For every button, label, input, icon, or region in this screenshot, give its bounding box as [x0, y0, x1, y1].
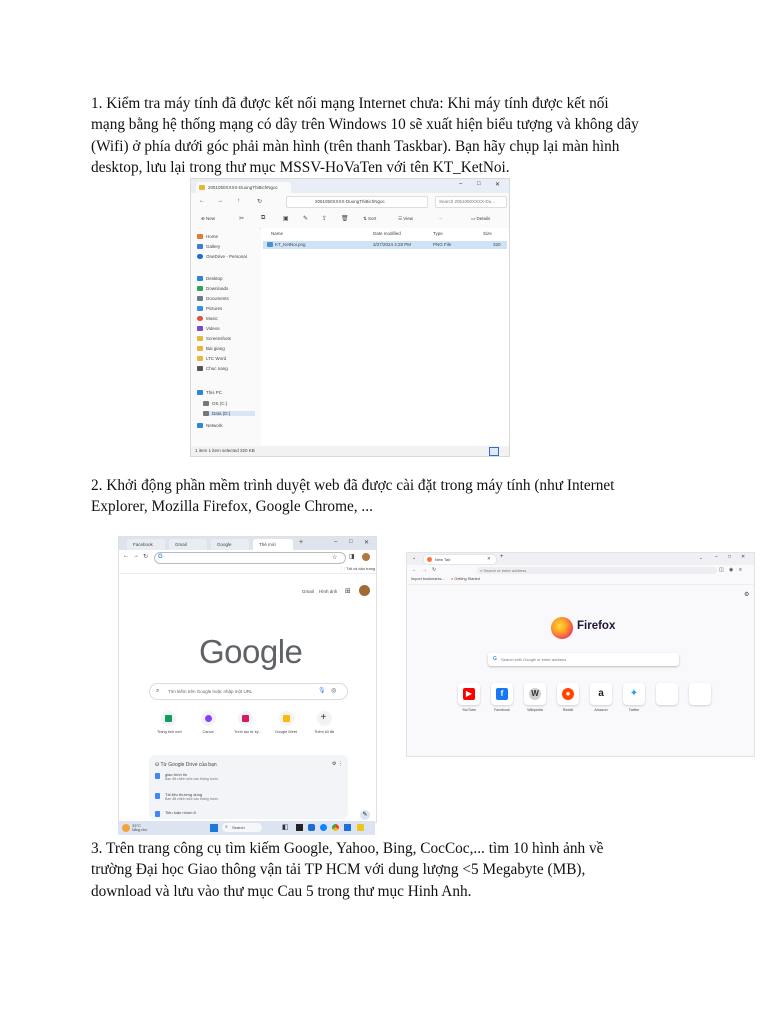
- drive-icon: [197, 366, 203, 371]
- search-icon: ⌕: [225, 824, 228, 830]
- settings-icon[interactable]: ⚙: [744, 592, 750, 598]
- file-explorer-icon[interactable]: [357, 824, 364, 831]
- step-1-line: (Wifi) ở phía dưới góc phải màn hình (trên thanh Taskbar). Bạn hãy chụp lại màn hình: [91, 137, 620, 155]
- folder-icon: [197, 336, 203, 341]
- youtube-icon: ▶: [463, 688, 475, 700]
- weather-icon: [122, 824, 130, 832]
- column-header-size[interactable]: Size: [483, 231, 492, 236]
- maximize-icon[interactable]: □: [349, 539, 353, 545]
- music-icon: [197, 316, 203, 321]
- sidebar-item-gallery[interactable]: Gallery: [197, 244, 220, 249]
- step-3-line: download và lưu vào thư mục Cau 5 trong thư mục Hinh Anh.: [91, 882, 472, 900]
- explorer-address-bar: [191, 193, 509, 211]
- explorer-toolbar: [191, 210, 509, 229]
- cut-icon[interactable]: ✂: [239, 216, 245, 222]
- sidebar-item-home[interactable]: Home: [197, 234, 218, 239]
- google-search-placeholder: Tìm kiếm trên Google hoặc nhập một URL: [168, 689, 253, 694]
- video-icon: [197, 326, 203, 331]
- explorer-tab-title: 2051050XXXX-DuongThiBichNgoc: [208, 185, 278, 190]
- weather-temp: 33°C: [132, 823, 141, 828]
- chrome-tab-bar: [119, 537, 376, 550]
- top-site-amazon[interactable]: a Amazon: [586, 683, 616, 712]
- drive-icon: [203, 411, 209, 416]
- chrome-omnibox[interactable]: [154, 552, 346, 564]
- step-2-line: Explorer, Mozilla Firefox, Google Chrome, ...: [91, 498, 373, 516]
- google-search-input[interactable]: [149, 683, 348, 700]
- gmail-link[interactable]: Gmail: [302, 589, 314, 594]
- explorer-address-text: 2051050XXXX-DuongThiBichNgoc: [315, 199, 385, 204]
- explorer-titlebar: [191, 179, 509, 193]
- chrome-tab[interactable]: Gmail: [169, 539, 207, 550]
- cloud-icon: [197, 254, 203, 259]
- firefox-screenshot: [406, 552, 755, 757]
- edge-icon[interactable]: [320, 824, 327, 831]
- windows-start-icon[interactable]: [210, 824, 218, 832]
- copy-icon[interactable]: ⧉: [261, 215, 266, 221]
- twitter-icon: ✦: [629, 688, 639, 699]
- taskbar-search[interactable]: ⌕ Search: [222, 823, 262, 832]
- google-logo: Google: [199, 633, 303, 670]
- weather-desc: Nắng nhẹ: [132, 828, 148, 832]
- google-g-icon: G: [158, 554, 163, 560]
- menu-icon[interactable]: ≡: [739, 567, 742, 573]
- sidebar-item-downloads[interactable]: Downloads: [197, 286, 228, 291]
- step-3-line: 3. Trên trang công cụ tìm kiếm Google, Yahoo, Bing, CocCoc,... tìm 10 hình ảnh về: [91, 840, 604, 857]
- search-icon: ⌕: [156, 688, 160, 694]
- file-date: 3/27/2024 4:28 PM: [373, 242, 412, 247]
- firefox-nav-bar: [407, 565, 754, 576]
- top-site-facebook[interactable]: f Facebook: [487, 683, 517, 712]
- folder-icon: [199, 185, 205, 190]
- folder-icon: 🗀: [341, 566, 347, 571]
- sort-button[interactable]: ⇅ Sort: [363, 216, 377, 221]
- plus-icon: +: [320, 712, 327, 723]
- back-icon[interactable]: ←: [412, 567, 417, 573]
- file-name: KT_KetNoi.png: [275, 242, 306, 247]
- explorer-file-list: [261, 228, 509, 446]
- minimize-icon[interactable]: –: [459, 181, 463, 187]
- drive-suggestions-card: ⛁ Từ Google Drive của bạn ⚙ ⋮ giáo trình tin Bạn đã chỉnh sửa vào tháng trước Tài liệu thường dùng Bạn đã chỉnh sửa vào tháng trước Tiêu luận nhóm 8: [149, 755, 348, 819]
- pocket-icon[interactable]: ◫: [719, 567, 724, 573]
- plus-icon: ⊕: [201, 216, 207, 221]
- docs-icon: [155, 793, 160, 799]
- computer-icon: [197, 390, 203, 395]
- wikipedia-icon: W: [529, 688, 541, 700]
- reload-icon[interactable]: ↻: [432, 567, 437, 573]
- chrome-tab[interactable]: Facebook: [127, 539, 165, 550]
- up-icon[interactable]: ↑: [237, 198, 240, 204]
- sheets-icon: [165, 715, 172, 722]
- drive-icon: [203, 401, 209, 406]
- firefox-icon: [427, 557, 432, 562]
- forward-icon[interactable]: →: [133, 553, 139, 559]
- chrome-tab[interactable]: Google: [211, 539, 249, 550]
- step-3-text: [91, 838, 691, 902]
- import-bookmarks-link[interactable]: Import bookmarks...: [411, 577, 445, 581]
- docs-icon: [155, 811, 160, 817]
- settings-icon[interactable]: ⚙ ⋮: [332, 761, 343, 767]
- step-3-line: trường Đại học Giao thông vận tải TP HCM với dung lượng <5 Megabyte (MB),: [91, 861, 586, 879]
- network-icon: [197, 423, 203, 428]
- sidebar-item-desktop[interactable]: Desktop: [197, 276, 223, 281]
- new-button[interactable]: ⊕ New: [201, 216, 216, 221]
- forward-icon[interactable]: →: [217, 198, 223, 204]
- firefox-bookmarks-bar: [407, 576, 754, 585]
- back-icon[interactable]: ←: [123, 553, 129, 559]
- google-g-icon: G: [493, 656, 497, 662]
- shortcut-canva[interactable]: Canva: [197, 711, 219, 734]
- folder-icon: [197, 356, 203, 361]
- close-icon[interactable]: ✕: [741, 554, 746, 560]
- close-tab-icon[interactable]: ✕: [487, 556, 491, 561]
- apps-grid-icon[interactable]: ⊞: [345, 588, 351, 595]
- view-icon: ☰: [398, 216, 404, 221]
- images-link[interactable]: Hình ảnh: [319, 589, 338, 594]
- task-view-icon[interactable]: ◧: [282, 824, 289, 831]
- step-1-text: [91, 93, 691, 178]
- maximize-icon[interactable]: □: [728, 554, 732, 560]
- form-icon: [242, 715, 249, 722]
- explorer-search-input[interactable]: [435, 196, 507, 208]
- back-icon[interactable]: ←: [199, 198, 205, 204]
- step-2-text: [91, 475, 691, 518]
- step-1-line: mạng bằng hệ thống mạng có dây trên Windows 10 sẽ xuất hiện biểu tượng và không dây: [91, 116, 639, 134]
- firefox-logo-icon: [551, 617, 573, 639]
- shortcut-form-builder[interactable]: Trình tạo từ ký...: [234, 711, 256, 734]
- shortcut-add[interactable]: + Thêm lối tắt: [314, 712, 334, 734]
- paste-icon[interactable]: ▣: [283, 216, 289, 222]
- image-file-icon: [267, 242, 273, 247]
- tab-overflow-icon[interactable]: ⌄: [699, 555, 703, 560]
- drive-icon: ⛁: [155, 762, 161, 768]
- avatar[interactable]: [362, 553, 370, 561]
- chrome-toolbar: [119, 550, 376, 564]
- firefox-icon: ●: [451, 577, 455, 581]
- explorer-sidebar: [191, 228, 259, 446]
- delete-icon[interactable]: 🗑: [341, 216, 349, 222]
- top-site-empty[interactable]: [685, 683, 715, 705]
- file-size: 320: [493, 242, 501, 247]
- close-icon[interactable]: ✕: [495, 182, 501, 188]
- sidebar-item-screenshots[interactable]: Screenshots: [197, 336, 231, 341]
- sidebar-item-pictures[interactable]: Pictures: [197, 306, 222, 311]
- explorer-search-placeholder: Search 2051050XXXX-Du...: [439, 199, 496, 204]
- windows-taskbar: [118, 821, 375, 835]
- drive-card-title: ⛁ Từ Google Drive của bạn: [155, 762, 217, 768]
- firefox-url-placeholder: ⌕ Search or enter address: [480, 568, 527, 573]
- all-bookmarks-link[interactable]: 🗀 Tất cả dấu trang: [341, 566, 376, 571]
- view-button[interactable]: ☰ View: [398, 216, 413, 221]
- top-site-wikipedia[interactable]: W Wikipedia: [520, 683, 550, 712]
- chrome-bookmarks-bar: [119, 564, 376, 574]
- canva-icon: [205, 715, 212, 722]
- firefox-search-input[interactable]: G Search with Google or enter address: [488, 653, 679, 666]
- sort-icon: ⇅: [363, 216, 369, 221]
- shortcut-google-meet[interactable]: Google Meet: [275, 711, 297, 734]
- explorer-address-input[interactable]: [286, 196, 428, 208]
- sidebar-item-ltc-word[interactable]: LTC Word: [197, 356, 226, 361]
- close-icon[interactable]: ✕: [364, 540, 370, 546]
- maximize-icon[interactable]: □: [477, 181, 481, 187]
- microphone-icon[interactable]: 🎙: [318, 688, 326, 694]
- taskbar-app-icon[interactable]: [308, 824, 315, 831]
- folder-icon: [197, 346, 203, 351]
- sidebar-item-music[interactable]: Music: [197, 316, 218, 321]
- sidebar-item-bai-giang[interactable]: Bai giang: [197, 346, 225, 351]
- amazon-icon: a: [595, 688, 607, 700]
- new-tab-icon[interactable]: +: [299, 539, 304, 546]
- chrome-screenshot: [118, 536, 377, 823]
- sidebar-item-documents[interactable]: Documents: [197, 296, 229, 301]
- top-site-youtube[interactable]: ▶ YouTube: [454, 683, 484, 712]
- tab-list-icon[interactable]: ⌄: [412, 555, 417, 561]
- sidebar-icon[interactable]: ◨: [349, 554, 355, 560]
- status-text: 1 item 1 item selected 320 KB: [195, 448, 255, 453]
- top-site-twitter[interactable]: ✦ Twitter: [619, 683, 649, 712]
- file-type: PNG File: [433, 242, 452, 247]
- picture-icon: [197, 306, 203, 311]
- step-1-line: 1. Kiểm tra máy tính đã được kết nối mạng Internet chưa: Khi máy tính được kết nối: [91, 95, 609, 112]
- firefox-logo-word: Firefox: [577, 620, 616, 632]
- file-explorer-screenshot: [190, 178, 510, 457]
- top-site-empty[interactable]: [652, 683, 682, 705]
- step-1-line: desktop, lưu lại trong thư mục MSSV-HoVaTen với tên KT_KetNoi.: [91, 158, 510, 176]
- account-icon[interactable]: ◉: [729, 567, 734, 573]
- sidebar-item-onedrive[interactable]: OneDrive - Personal: [197, 254, 247, 259]
- top-site-reddit[interactable]: ● Reddit: [553, 683, 583, 712]
- minimize-icon[interactable]: –: [715, 554, 718, 560]
- sidebar-item-videos[interactable]: Videos: [197, 326, 220, 331]
- details-view-icon[interactable]: [489, 447, 499, 456]
- meet-icon: [283, 715, 290, 722]
- firefox-tab[interactable]: New Tab ✕: [424, 555, 496, 564]
- docs-icon: [155, 773, 160, 779]
- details-icon: ▭: [471, 216, 477, 221]
- step-2-line: 2. Khởi động phần mềm trình duyệt web đã được cài đặt trong máy tính (như Internet: [91, 477, 615, 494]
- taskbar-app-icon[interactable]: [296, 824, 303, 831]
- chrome-tab-active[interactable]: Thẻ mới: [253, 539, 293, 550]
- shortcut-new-sheet[interactable]: Trang tính mới: [157, 711, 179, 734]
- details-button[interactable]: ▭ Details: [471, 216, 491, 221]
- firefox-tab-bar: [407, 553, 754, 565]
- column-header-name[interactable]: Name: [271, 231, 284, 236]
- document-icon: [197, 296, 203, 301]
- facebook-icon: f: [496, 688, 508, 700]
- sidebar-item-data-d[interactable]: Data (D:): [203, 411, 255, 416]
- sidebar-item-network[interactable]: Network: [197, 423, 223, 428]
- lens-icon[interactable]: ◎: [331, 688, 337, 694]
- rename-icon[interactable]: ✎: [303, 216, 309, 222]
- reload-icon[interactable]: ↻: [143, 554, 149, 560]
- avatar[interactable]: [359, 585, 370, 596]
- getting-started-link[interactable]: ● Getting Started: [451, 577, 480, 581]
- reddit-icon: ●: [562, 688, 574, 700]
- star-icon[interactable]: ☆: [332, 555, 338, 561]
- gallery-icon: [197, 244, 203, 249]
- firefox-url-input[interactable]: [477, 567, 717, 574]
- chrome-icon[interactable]: [332, 824, 339, 831]
- new-tab-icon[interactable]: +: [500, 554, 504, 560]
- sidebar-item-chuc-nang[interactable]: Chuc nang: [197, 366, 228, 371]
- column-header-type[interactable]: Type: [433, 231, 443, 236]
- refresh-icon[interactable]: ↻: [257, 199, 263, 205]
- share-icon[interactable]: ⇪: [322, 216, 328, 222]
- home-icon: [197, 234, 203, 239]
- sidebar-item-os-c[interactable]: OS (C:): [203, 401, 227, 406]
- customize-pencil-icon[interactable]: ✎: [360, 810, 370, 820]
- sidebar-item-this-pc[interactable]: This PC: [197, 390, 222, 395]
- forward-icon[interactable]: →: [422, 567, 427, 573]
- download-icon: [197, 286, 203, 291]
- column-header-date[interactable]: Date modified: [373, 231, 401, 236]
- more-button[interactable]: ···: [438, 216, 443, 221]
- explorer-tab[interactable]: [196, 182, 291, 193]
- taskbar-app-icon[interactable]: [344, 824, 351, 831]
- table-row[interactable]: [263, 241, 507, 249]
- search-icon: ⌕: [480, 568, 484, 573]
- minimize-icon[interactable]: –: [334, 539, 338, 545]
- explorer-status-bar: [191, 446, 509, 456]
- desktop-icon: [197, 276, 203, 281]
